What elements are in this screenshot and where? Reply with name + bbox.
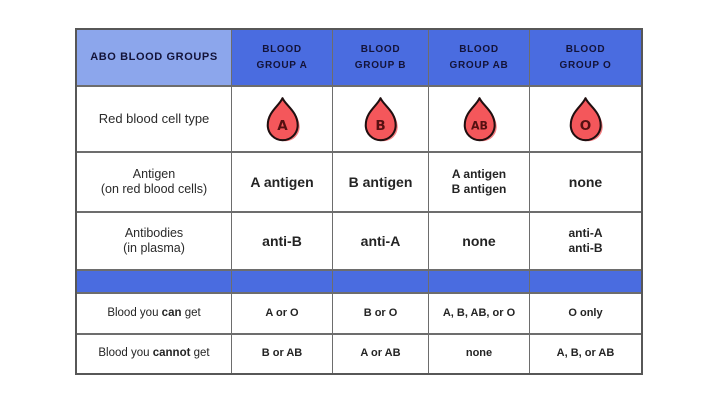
cannot-get-label: Blood you cannot get <box>98 347 210 360</box>
header-blood-group-a <box>232 30 332 85</box>
blood-drop-icon-b <box>360 95 401 144</box>
cannot-get-value: A or AB <box>360 347 401 360</box>
row-label-antibodies <box>77 213 231 269</box>
can-get-value: A or O <box>265 306 299 319</box>
cannot-get-o <box>530 335 641 373</box>
antibodies-o <box>530 213 641 269</box>
cell-type-b <box>333 87 428 151</box>
antigen-label-line2: (on red blood cells) <box>100 182 208 196</box>
cell-type-ab <box>429 87 529 151</box>
can-get-ab <box>429 294 529 333</box>
antibodies-label-line2: (in plasma) <box>123 241 185 255</box>
separator-cell <box>77 271 231 292</box>
row-label-antigen <box>77 153 231 211</box>
can-get-a <box>232 294 332 333</box>
header-line1: BLOOD <box>565 43 606 55</box>
antigen-o <box>530 153 641 211</box>
can-get-b <box>333 294 428 333</box>
cannot-get-value: none <box>465 347 493 360</box>
antigen-value: B antigen <box>348 173 413 190</box>
cell-type-a <box>232 87 332 151</box>
antibodies-ab <box>429 213 529 269</box>
header-line1: BLOOD <box>262 43 302 55</box>
antigen-a <box>232 153 332 211</box>
antibodies-value-line2: anti-B <box>568 241 603 255</box>
cannot-get-b <box>333 335 428 373</box>
antibodies-value: anti-B <box>262 232 302 249</box>
can-get-value: A, B, AB, or O <box>442 306 516 319</box>
antigen-ab <box>429 153 529 211</box>
svg-text:A: A <box>276 117 288 134</box>
cell-type-o <box>530 87 641 151</box>
header-line2: GROUP O <box>559 59 612 71</box>
antibodies-a <box>232 213 332 269</box>
can-get-value: B or O <box>363 306 398 319</box>
header-abo-label: ABO BLOOD GROUPS <box>90 50 218 63</box>
row-label-cannot-get <box>77 335 231 373</box>
header-blood-group-ab <box>429 30 529 85</box>
antigen-value: A antigen <box>250 173 314 190</box>
svg-text:AB: AB <box>470 118 488 132</box>
header-abo-blood-groups <box>77 30 231 85</box>
cannot-get-ab <box>429 335 529 373</box>
separator-cell <box>530 271 641 292</box>
blood-drop-icon-o <box>565 95 606 144</box>
header-blood-group-o <box>530 30 641 85</box>
row-label-can-get <box>77 294 231 333</box>
header-line2: GROUP AB <box>449 59 509 71</box>
can-get-o <box>530 294 641 333</box>
blood-drop-icon-a <box>262 95 303 144</box>
abo-blood-groups-table <box>75 28 643 375</box>
header-line1: BLOOD <box>360 43 401 55</box>
cell-type-label: Red blood cell type <box>98 111 210 127</box>
separator-cell <box>232 271 332 292</box>
header-line2: GROUP A <box>256 59 308 71</box>
can-get-label: Blood you can get <box>107 306 201 319</box>
separator-cell <box>333 271 428 292</box>
antibodies-value: none <box>462 232 496 249</box>
antibodies-value: anti-A <box>360 232 401 249</box>
antigen-label-line1: Antigen <box>132 167 176 181</box>
cannot-get-value: A, B, or AB <box>556 347 615 360</box>
antibodies-b <box>333 213 428 269</box>
antibodies-value-line1: anti-A <box>568 226 603 240</box>
antigen-value-line2: B antigen <box>451 182 507 196</box>
header-line1: BLOOD <box>459 43 499 55</box>
svg-text:O: O <box>579 117 592 134</box>
header-blood-group-b <box>333 30 428 85</box>
cannot-get-a <box>232 335 332 373</box>
antigen-value: none <box>568 173 603 190</box>
cannot-get-value: B or AB <box>261 347 303 360</box>
blood-drop-icon-ab <box>459 95 500 144</box>
svg-text:B: B <box>375 117 386 134</box>
antibodies-label-line1: Antibodies <box>124 226 184 240</box>
separator-cell <box>429 271 529 292</box>
antigen-value-line1: A antigen <box>451 167 507 181</box>
header-line2: GROUP B <box>354 59 407 71</box>
antigen-b <box>333 153 428 211</box>
row-label-cell-type <box>77 87 231 151</box>
can-get-value: O only <box>568 306 603 319</box>
